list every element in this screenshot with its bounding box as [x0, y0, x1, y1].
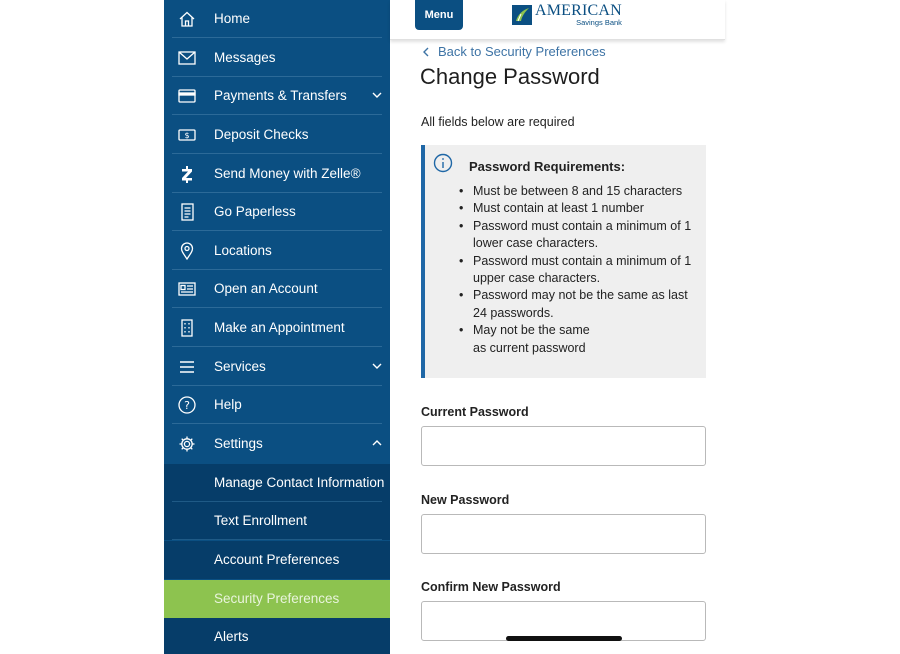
new-password-field[interactable]	[421, 514, 706, 554]
sidebar-item-label: Security Preferences	[214, 591, 340, 606]
sidebar-item-services[interactable]	[164, 348, 390, 386]
sidebar-item-label: Messages	[214, 50, 276, 65]
sidebar-item-label: Locations	[214, 243, 272, 258]
sidebar-item-help[interactable]	[164, 386, 390, 424]
hamburger-icon	[176, 356, 198, 378]
confirm-password-field[interactable]	[421, 601, 706, 641]
divider	[172, 153, 382, 154]
divider	[172, 346, 382, 347]
sidebar-item-payments-transfers[interactable]	[164, 77, 390, 115]
logo-subtitle: Savings Bank	[576, 18, 622, 28]
divider	[172, 423, 382, 424]
sidebar-item-locations[interactable]	[164, 232, 390, 270]
sidebar-item-open-account[interactable]	[164, 270, 390, 308]
sidebar-subitem-alerts[interactable]	[164, 618, 390, 654]
home-icon	[176, 8, 198, 30]
sidebar-nav	[164, 0, 390, 654]
chevron-down-icon[interactable]	[370, 359, 384, 373]
sidebar-item-label: Account Preferences	[214, 552, 340, 567]
sidebar-item-label: Manage Contact Information	[214, 475, 385, 490]
current-password-field[interactable]	[421, 426, 706, 466]
divider	[172, 114, 382, 115]
sidebar-subitem-security-preferences[interactable]	[164, 580, 390, 618]
sidebar-item-label: Help	[214, 397, 242, 412]
home-indicator	[506, 636, 622, 641]
sidebar-subitem-text-enrollment[interactable]	[164, 502, 390, 540]
password-requirements-panel	[421, 145, 706, 378]
sidebar-item-label: Settings	[214, 436, 263, 451]
envelope-icon	[176, 47, 198, 69]
logo-name: AMERICAN	[535, 2, 622, 20]
chevron-down-icon[interactable]	[370, 88, 384, 102]
account-icon	[176, 278, 198, 300]
chevron-up-icon[interactable]	[370, 436, 384, 450]
sidebar-item-deposit-checks[interactable]	[164, 116, 390, 154]
chevron-left-icon	[420, 46, 432, 58]
divider	[172, 539, 382, 540]
sidebar-item-label: Alerts	[214, 629, 249, 644]
current-password-label: Current Password	[421, 405, 529, 419]
back-link[interactable]	[420, 44, 606, 59]
logo-mark-icon	[512, 5, 532, 25]
sidebar-item-zelle[interactable]	[164, 155, 390, 193]
sidebar-item-label: Home	[214, 11, 251, 26]
sidebar-item-label: Services	[214, 359, 266, 374]
requirements-list	[455, 183, 700, 357]
back-link-label: Back to Security Preferences	[438, 44, 606, 59]
gear-icon	[176, 433, 198, 455]
sidebar-item-settings[interactable]	[164, 425, 390, 463]
page-title: Change Password	[420, 64, 600, 89]
new-password-label: New Password	[421, 493, 510, 507]
building-icon	[176, 317, 198, 339]
sidebar-item-label: Payments & Transfers	[214, 88, 347, 103]
sidebar-item-label: Go Paperless	[214, 204, 296, 219]
required-note: All fields below are required	[421, 115, 575, 129]
header-bar	[390, 0, 725, 40]
sidebar-item-messages[interactable]	[164, 39, 390, 77]
document-icon	[176, 201, 198, 223]
sidebar-subitem-account-preferences[interactable]	[164, 541, 390, 579]
list-item: • Password may not be the same as last 24 passwords.	[455, 287, 700, 322]
sidebar-item-label: Deposit Checks	[214, 127, 309, 142]
sidebar-item-home[interactable]	[164, 0, 390, 38]
menu-button[interactable]: Menu	[415, 0, 463, 30]
divider	[172, 230, 382, 231]
sidebar-subitem-manage-contact[interactable]	[164, 464, 390, 502]
list-item: • Must be between 8 and 15 characters	[455, 183, 700, 200]
sidebar-item-label: Open an Account	[214, 281, 318, 296]
sidebar-item-go-paperless[interactable]	[164, 193, 390, 231]
location-pin-icon	[176, 240, 198, 262]
confirm-password-label: Confirm New Password	[421, 580, 561, 594]
sidebar-item-make-appointment[interactable]	[164, 309, 390, 347]
list-item: • Password must contain a minimum of 1 lower case characters.	[455, 218, 700, 253]
sidebar-item-label: Send Money with Zelle®	[214, 166, 361, 181]
divider	[172, 37, 382, 38]
svg-text:$: $	[184, 131, 190, 140]
info-icon	[433, 153, 453, 173]
check-deposit-icon	[176, 124, 198, 146]
help-icon	[176, 394, 198, 416]
card-icon	[176, 85, 198, 107]
svg-text:?: ?	[184, 399, 190, 412]
zelle-icon	[176, 163, 198, 185]
list-item: • May not be the same as current password	[455, 322, 700, 357]
bank-logo[interactable]	[512, 3, 622, 27]
sidebar-item-label: Make an Appointment	[214, 320, 345, 335]
list-item: • Password must contain a minimum of 1 upper case characters.	[455, 253, 700, 288]
divider	[172, 307, 382, 308]
sidebar-item-label: Text Enrollment	[214, 513, 308, 528]
list-item: • Must contain at least 1 number	[455, 200, 700, 217]
requirements-title: Password Requirements:	[469, 159, 626, 174]
